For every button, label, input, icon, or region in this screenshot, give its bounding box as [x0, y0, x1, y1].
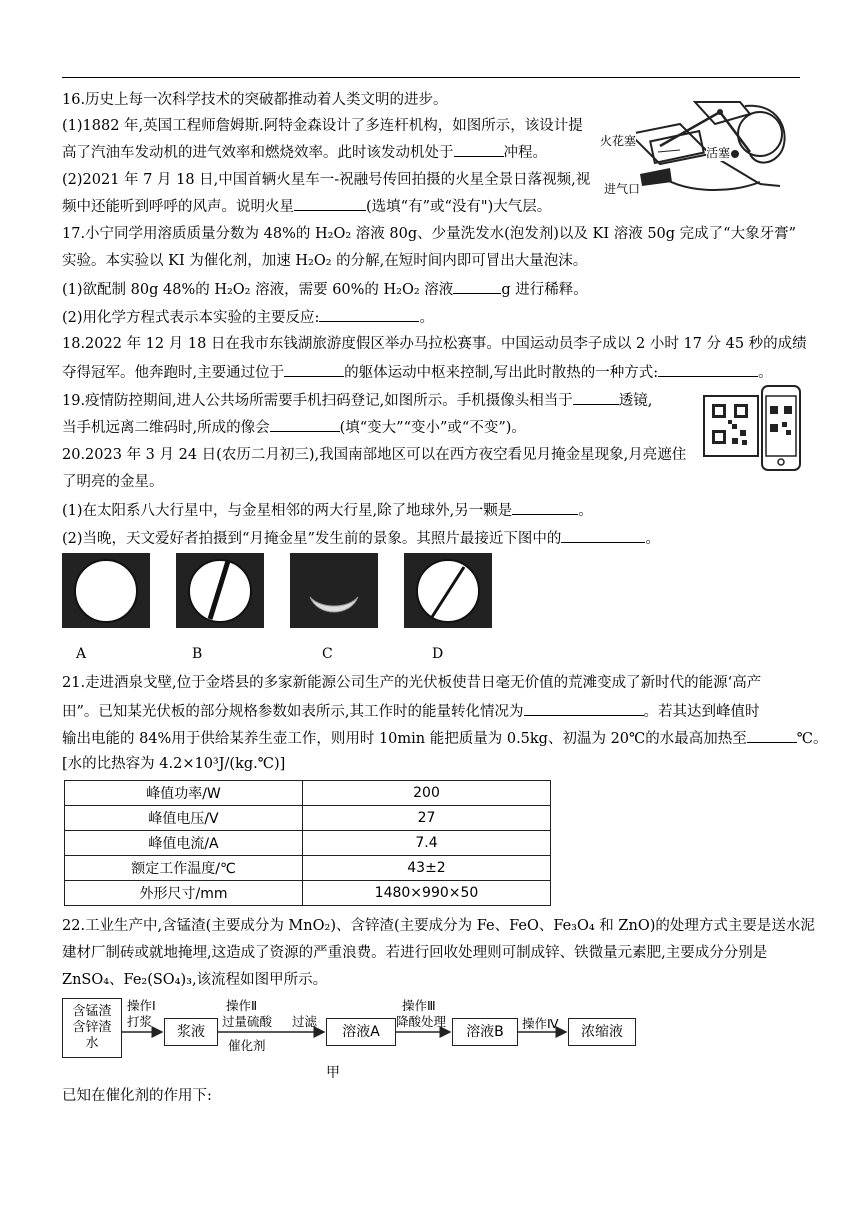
q21-line-1: 21.走进酒泉戈壁,位于金塔县的多家新能源公司生产的光伏板使昔日毫无价值的荒滩变成了新时代的能源‘高产	[62, 675, 762, 691]
table-cell: 外形尺寸/mm	[65, 881, 303, 906]
q16-line-5	[62, 196, 551, 217]
fig-label-spark-plug: 火花塞	[600, 134, 637, 148]
q17-line-4	[62, 307, 434, 328]
spec-table	[64, 780, 551, 906]
q21-text: ℃。	[796, 731, 828, 747]
q19-text: 当手机远离二维码时,所成的像会	[62, 420, 270, 436]
q21-text: 输出电能的 84%用于供给某养生壶工作，则用时 10min 能把质量为 0.5kg、初温为 20℃的水最高加热至	[62, 731, 747, 747]
flow-box-solution-a: 溶液A	[326, 1018, 396, 1046]
flow-op2-reagent: 过量硫酸	[222, 1014, 273, 1029]
table-cell: 200	[303, 781, 551, 806]
answer-blank[interactable]	[270, 417, 340, 432]
table-cell: 7.4	[303, 831, 551, 856]
q17-line-3	[62, 279, 588, 300]
answer-blank[interactable]	[512, 500, 578, 515]
q16-line-3	[62, 142, 547, 163]
table-cell: 1480×990×50	[303, 881, 551, 906]
q20-text: 。	[645, 531, 660, 547]
q20-line-3	[62, 500, 593, 521]
answer-blank[interactable]	[453, 279, 501, 294]
flow-box-concentrate: 浓缩液	[568, 1018, 636, 1046]
flow-caption: 甲	[326, 1065, 340, 1081]
answer-blank[interactable]	[747, 728, 797, 743]
flow-op3-label: 操作Ⅲ	[402, 998, 436, 1013]
table-cell: 峰值功率/W	[65, 781, 303, 806]
moon-option-b-image[interactable]	[176, 553, 264, 628]
table-row	[65, 881, 551, 906]
answer-blank[interactable]	[561, 528, 645, 543]
q17-line-1: 17.小宁同学用溶质质量分数为 48%的 H₂O₂ 溶液 80g、少量洗发水(泡发剂)以及 KI 溶液 50g 完成了“大象牙膏”	[62, 226, 796, 242]
q19-line-1	[62, 390, 652, 411]
moon-option-c-image[interactable]	[290, 553, 378, 628]
q16-text: (选填“有”或“没有")大气层。	[366, 199, 552, 215]
q20-line-2: 了明亮的金星。	[62, 474, 164, 490]
fig-label-piston: 活塞	[706, 146, 731, 160]
q18-text: 的躯体运动中枢来控制,写出此时散热的一种方式:	[344, 365, 659, 381]
table-cell: 峰值电压/V	[65, 806, 303, 831]
q22-line-1: 22.工业生产中,含锰渣(主要成分为 MnO₂)、含锌渣(主要成分为 Fe、FeO、Fe₃O₄ 和 ZnO)的处理方式主要是送水泥	[62, 918, 815, 934]
phone-scan-figure	[702, 384, 802, 472]
q17-text: 。	[419, 310, 434, 326]
answer-blank[interactable]	[454, 142, 504, 157]
flow-op1-label: 操作Ⅰ	[127, 998, 156, 1013]
flow-op1-desc: 打浆	[127, 1014, 153, 1029]
q17-text: (2)用化学方程式表示本实验的主要反应:	[62, 310, 320, 326]
q21-text: 田”。已知某光伏板的部分规格参数如表所示,其工作时的能量转化情况为	[62, 704, 524, 720]
flow-op3-desc: 降酸处理	[396, 1014, 447, 1029]
q22-line-3: ZnSO₄、Fe₂(SO₄)₃,该流程如图甲所示。	[62, 972, 328, 988]
q18-line-2	[62, 362, 773, 383]
option-label-c: C	[322, 646, 333, 662]
q16-text: 冲程。	[503, 145, 547, 161]
flow-box-solution-b: 溶液B	[452, 1018, 518, 1046]
table-cell: 峰值电流/A	[65, 831, 303, 856]
flow-op4-label: 操作Ⅳ	[522, 1016, 559, 1031]
q19-line-2	[62, 417, 526, 438]
qr-code-phone-drawing	[702, 384, 802, 472]
answer-blank[interactable]	[319, 307, 419, 322]
flow-op2-catalyst: 催化剂	[228, 1038, 266, 1053]
q16-line-4: (2)2021 年 7 月 18 日,中国首辆火星车一-祝融号传回拍摄的火星全景日落视频,视	[62, 172, 591, 188]
q17-text: g 进行稀释。	[501, 282, 588, 298]
option-label-b: B	[192, 646, 203, 662]
flow-op2-label: 操作Ⅱ	[226, 998, 258, 1013]
table-cell: 27	[303, 806, 551, 831]
table-row	[65, 781, 551, 806]
flow-box-slurry: 浆液	[164, 1018, 218, 1046]
q22-line-4: 已知在催化剂的作用下:	[62, 1088, 212, 1104]
answer-blank[interactable]	[524, 701, 644, 716]
table-cell: 额定工作温度/℃	[65, 856, 303, 881]
engine-figure	[600, 94, 800, 200]
answer-blank[interactable]	[284, 362, 344, 377]
moon-option-d-image[interactable]	[404, 553, 492, 628]
q18-text: 夺得冠军。他奔跑时,主要通过位于	[62, 365, 285, 381]
q17-line-2: 实验。本实验以 KI 为催化剂，加速 H₂O₂ 的分解,在短时间内即可冒出大量泡沫。	[62, 253, 588, 269]
q21-line-3	[62, 728, 827, 749]
q21-line-2	[62, 701, 760, 722]
q20-line-4	[62, 528, 660, 549]
q19-text: 透镜,	[618, 393, 653, 409]
fig-label-intake: 进气口	[604, 182, 641, 196]
q21-line-4: [水的比热容为 4.2×10³J/(kg.℃)]	[62, 756, 286, 772]
flow-op2-filter: 过滤	[292, 1014, 318, 1029]
q16-line-1: 16.历史上每一次科学技术的突破都推动着人类文明的进步。	[62, 92, 448, 108]
table-row	[65, 831, 551, 856]
table-row	[65, 856, 551, 881]
q19-text: 19.疫情防控期间,进人公共场所需要手机扫码登记,如图所示。手机摄像头相当于	[62, 393, 573, 409]
flow-box-raw-materials: 含锰渣 含锌渣 水	[62, 998, 122, 1058]
q21-text: 。若其达到峰值时	[643, 704, 760, 720]
q19-text: (填“变大”“变小”或“不变”)。	[339, 420, 526, 436]
q22-line-2: 建材厂制砖或就地掩埋,这造成了资源的严重浪费。若进行回收处理则可制成锌、铁微量元素肥,主要成分分别是	[62, 945, 768, 961]
header-rule	[62, 77, 800, 78]
answer-blank[interactable]	[294, 196, 366, 211]
q20-line-1: 20.2023 年 3 月 24 日(农历二月初三),我国南部地区可以在西方夜空看见月掩金星现象,月亮遮住	[62, 447, 687, 463]
q20-text: 。	[578, 503, 593, 519]
q16-text: 高了汽油车发动机的进气效率和燃烧效率。此时该发动机处于	[62, 145, 454, 161]
option-label-d: D	[432, 646, 444, 662]
answer-blank[interactable]	[573, 390, 619, 405]
table-row	[65, 806, 551, 831]
table-cell: 43±2	[303, 856, 551, 881]
q18-text: 。	[758, 365, 773, 381]
q18-line-1: 18.2022 年 12 月 18 日在我市东钱湖旅游度假区举办马拉松赛事。中国运动员李子成以 2 小时 17 分 45 秒的成绩	[62, 336, 807, 352]
option-label-a: A	[76, 646, 87, 662]
moon-option-a-image[interactable]	[62, 553, 150, 628]
q20-text: (2)当晚，天文爱好者拍摄到“月掩金星”发生前的景象。其照片最接近下图中的	[62, 531, 562, 547]
answer-blank[interactable]	[658, 362, 758, 377]
q17-text: (1)欲配制 80g 48%的 H₂O₂ 溶液，需要 60%的 H₂O₂ 溶液	[62, 282, 454, 298]
q16-text: 频中还能听到呼呼的风声。说明火星	[62, 199, 294, 215]
q16-line-2: (1)1882 年,英国工程师詹姆斯.阿特金森设计了多连杆机构，如图所示，该设计提	[62, 118, 583, 134]
q20-text: (1)在太阳系八大行星中，与金星相邻的两大行星,除了地球外,另一颗是	[62, 503, 513, 519]
